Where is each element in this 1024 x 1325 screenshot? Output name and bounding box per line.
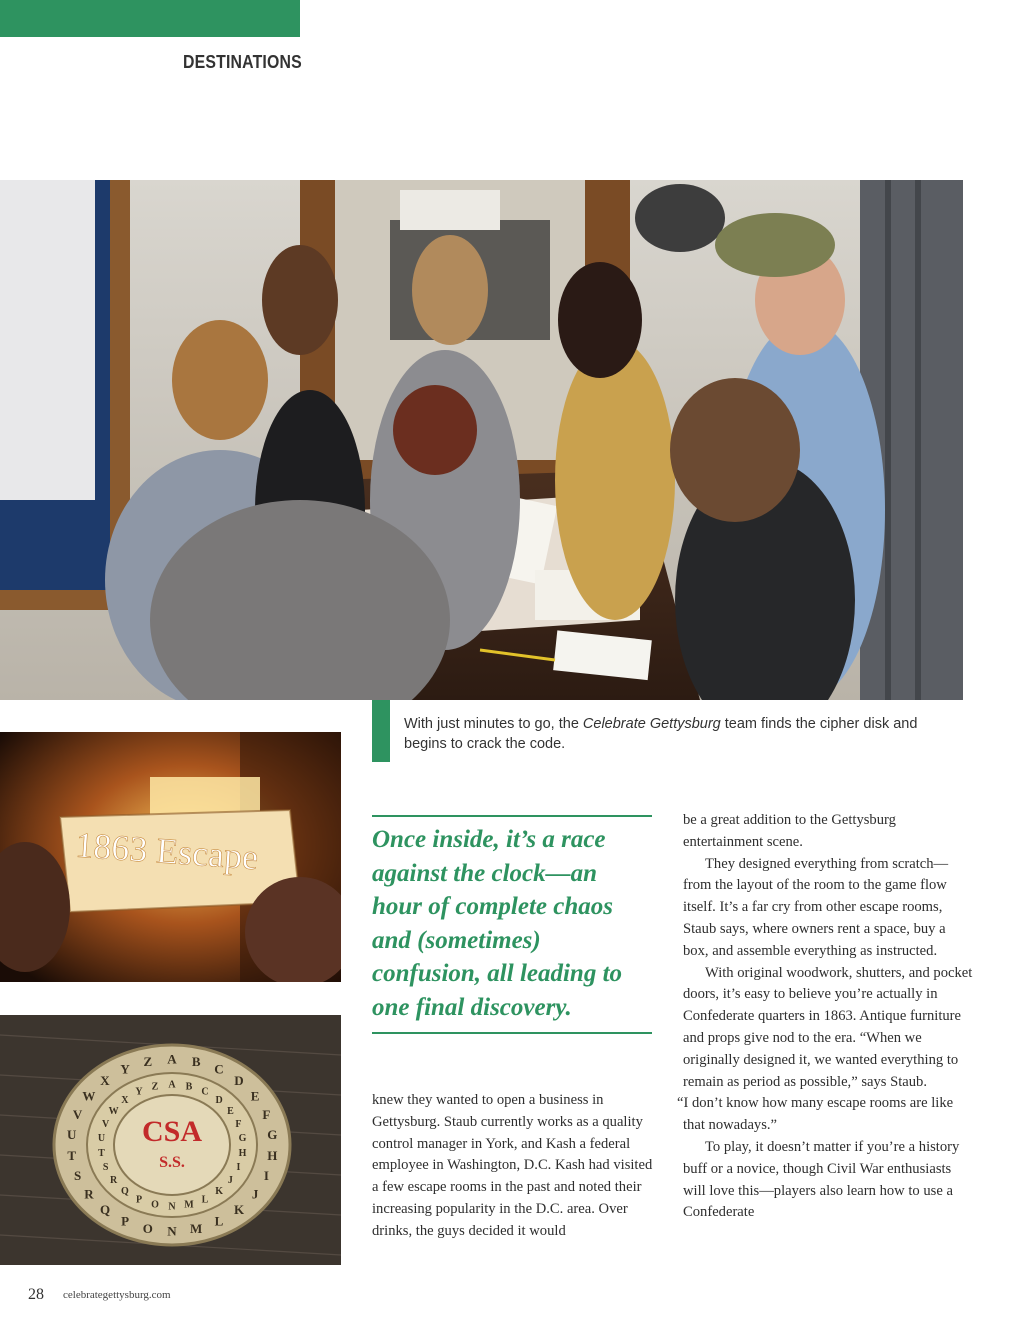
section-label: DESTINATIONS: [183, 52, 302, 72]
cipher-letter: K: [215, 1186, 223, 1198]
cipher-letter: I: [263, 1168, 269, 1183]
article-quote-line: “I don’t know how many escape rooms are like that nowadays.”: [677, 1095, 954, 1134]
cipher-letter: W: [82, 1088, 96, 1104]
cipher-letter: D: [234, 1073, 244, 1089]
cipher-letter: Y: [120, 1061, 130, 1077]
cipher-letter: G: [267, 1127, 278, 1143]
cipher-center-ss: S.S.: [159, 1154, 185, 1171]
main-photo: [0, 180, 963, 700]
cipher-letter: D: [215, 1094, 223, 1106]
cipher-letter: H: [238, 1147, 247, 1159]
cipher-letter: C: [201, 1086, 209, 1098]
cipher-letter: H: [267, 1147, 278, 1163]
top-accent-bar: [0, 0, 300, 37]
cipher-disk-photo: [0, 1015, 341, 1265]
cipher-letter: J: [227, 1175, 233, 1187]
cipher-letter: U: [67, 1127, 77, 1143]
article-paragraph: To play, it doesn’t matter if you’re a history buff or a novice, though Civil War enthusiasts will love this—players also learn how to use a Confederate: [683, 1138, 960, 1221]
cipher-letter: C: [214, 1061, 224, 1077]
article-paragraph: With original woodwork, shutters, and pocket doors, it’s easy to believe you’re actually in Confederate quarters in 1863. Antique furniture and props give nod to the era. “When we originally designed it, we wanted everything to remain as period as possible,” says Staub.: [683, 964, 973, 1090]
cipher-letter: M: [184, 1199, 194, 1211]
cipher-letter: T: [98, 1147, 105, 1159]
cipher-letter: Y: [135, 1086, 143, 1098]
pull-quote-text: Once inside, it’s a race against the clock—an hour of complete chaos and (sometimes) confusion, all leading to one final discovery.: [372, 826, 623, 1021]
cipher-letter: A: [168, 1079, 176, 1091]
page-number: 28: [28, 1286, 44, 1303]
cipher-letter: L: [201, 1194, 209, 1206]
cipher-letter: N: [168, 1201, 176, 1213]
cipher-letter: X: [100, 1073, 110, 1089]
cipher-letter: Z: [151, 1081, 159, 1093]
cipher-letter: E: [227, 1105, 234, 1117]
cipher-letter: S: [73, 1168, 82, 1183]
cipher-letter: B: [185, 1081, 193, 1093]
article-paragraph: They designed everything from scratch—from the layout of the room to the game flow itself. It’s a far cry from other escape rooms, Staub says, where owners rent a space, buy a box, and assemble everything as instructed.: [683, 855, 949, 959]
cipher-letter: P: [135, 1194, 143, 1206]
cipher-letter: G: [238, 1133, 247, 1145]
cipher-letter: Z: [143, 1054, 153, 1069]
cipher-letter: R: [84, 1186, 94, 1202]
cipher-letter: Q: [99, 1201, 111, 1217]
cipher-letter: E: [250, 1088, 260, 1104]
cipher-letter: W: [108, 1105, 119, 1117]
cipher-letter: U: [97, 1133, 106, 1145]
cipher-letter: M: [190, 1221, 203, 1237]
escape-sign-photo: [0, 732, 341, 982]
cipher-letter: V: [101, 1118, 110, 1130]
cipher-letter: T: [67, 1147, 77, 1163]
cipher-center-csa: CSA: [141, 1115, 203, 1148]
cipher-letter: V: [72, 1107, 83, 1123]
cipher-letter: P: [121, 1213, 130, 1229]
cipher-letter: Q: [121, 1186, 129, 1198]
cipher-letter: X: [121, 1094, 129, 1106]
article-paragraph: knew they wanted to open a business in Gettysburg. Staub currently works as a quality control manager in York, and Kash a federal employee in Washington, D.C. Kash had visited a few escape rooms in the past and noted their increasing popularity in the D.C. area. Over drinks, the guys decided it would: [372, 1092, 653, 1239]
cipher-letter: L: [214, 1213, 224, 1229]
article-column-2: [677, 810, 973, 1224]
cipher-letter: A: [167, 1051, 177, 1067]
cipher-letter: B: [191, 1054, 201, 1069]
cipher-letter: R: [109, 1175, 118, 1187]
cipher-letter: I: [236, 1162, 241, 1174]
caption-accent-bar: [372, 700, 390, 762]
escape-sign-text: 1863 Escape: [74, 824, 260, 878]
pull-quote: [372, 815, 652, 1034]
cipher-letter: S: [102, 1162, 109, 1174]
cipher-letter: K: [233, 1201, 245, 1217]
cipher-letter: J: [251, 1186, 259, 1202]
cipher-letter: F: [262, 1107, 271, 1123]
photo-caption: With just minutes to go, the Celebrate Gettysburg team finds the cipher disk and begins to crack the code.: [404, 716, 918, 752]
cipher-letter: N: [167, 1223, 177, 1239]
footer-url: celebrategettysburg.com: [63, 1289, 171, 1301]
article-paragraph: be a great addition to the Gettysburg entertainment scene.: [683, 812, 896, 850]
article-column-1: [372, 1090, 657, 1243]
cipher-letter: O: [142, 1221, 153, 1237]
cipher-letter: O: [151, 1199, 159, 1211]
cipher-letter: F: [235, 1118, 242, 1130]
